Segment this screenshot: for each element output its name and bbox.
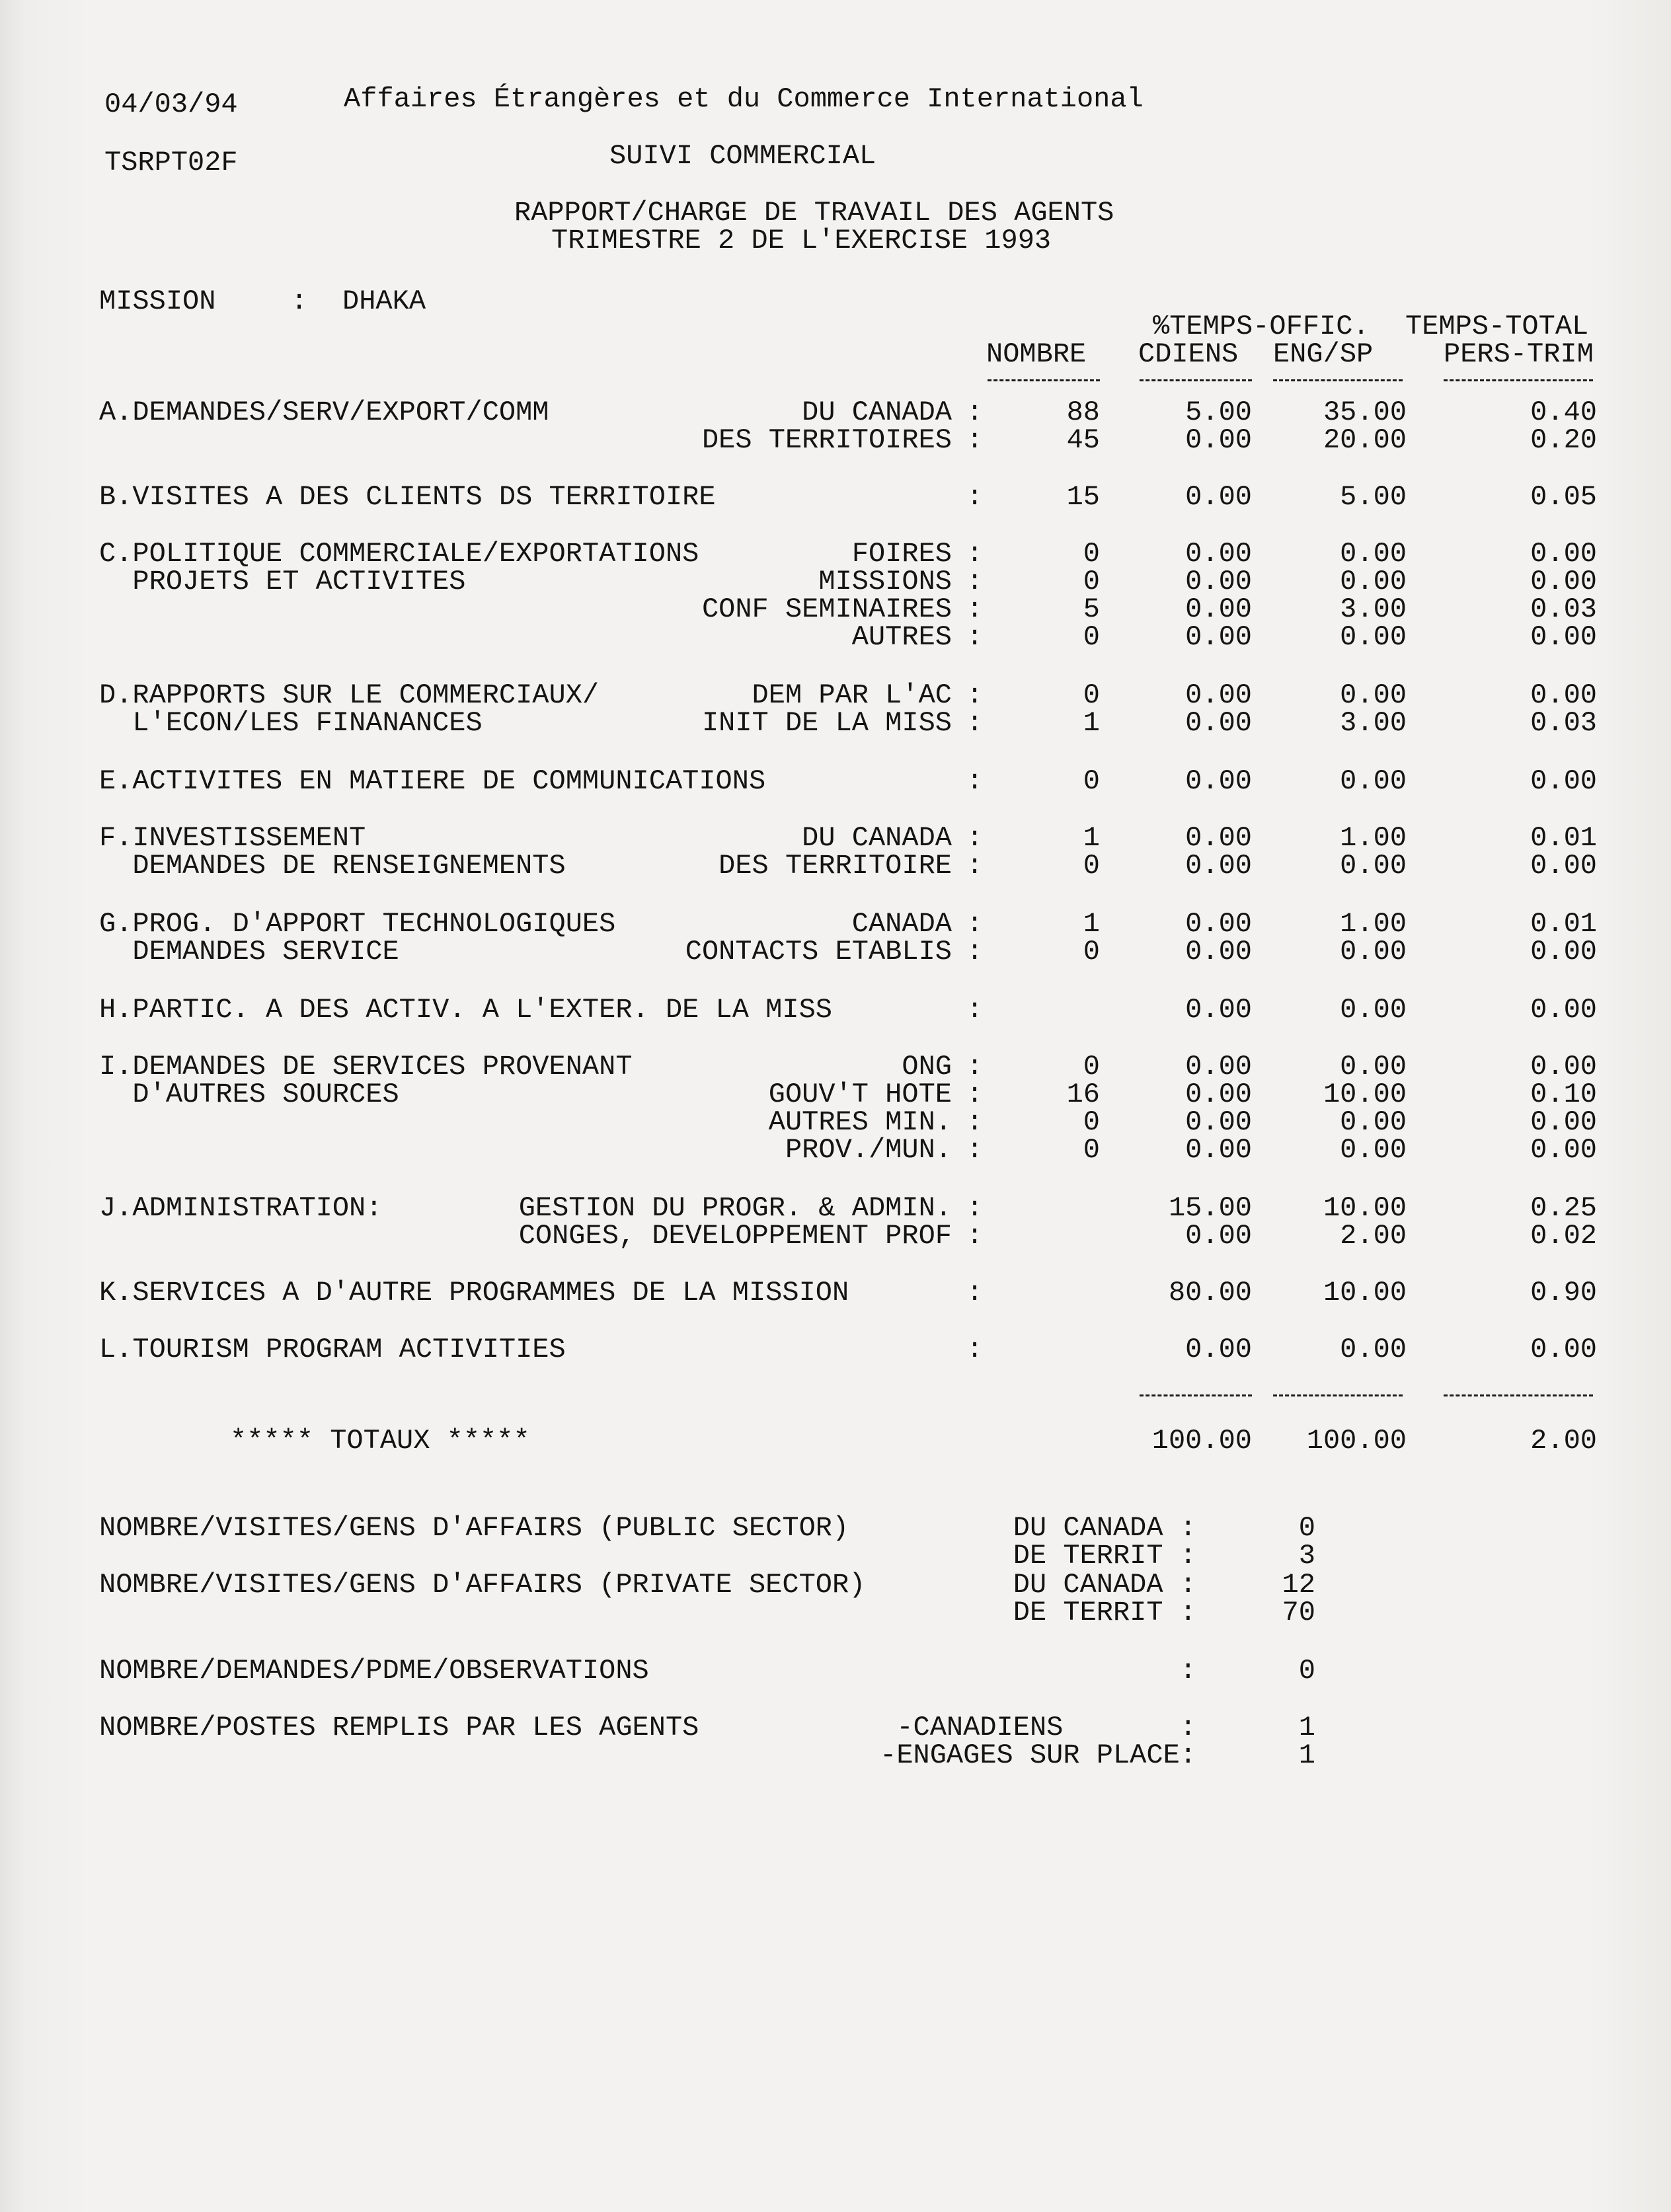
row-colon: : — [966, 621, 984, 653]
row-pers-trim: 0.00 — [1530, 679, 1597, 711]
summary-value: 0 — [1298, 1512, 1315, 1544]
row-subcategory: FOIRES — [851, 538, 952, 570]
row-cdiens: 0.00 — [1185, 566, 1252, 597]
report-id: TSRPT02F — [104, 147, 238, 178]
row-cdiens: 0.00 — [1185, 593, 1252, 625]
row-category: B.VISITES A DES CLIENTS DS TERRITOIRE — [99, 481, 716, 513]
row-cdiens: 0.00 — [1185, 707, 1252, 739]
column-total-header: TEMPS-TOTAL — [1405, 311, 1589, 342]
column-header-cdiens: CDIENS — [1138, 338, 1239, 370]
row-cdiens: 0.00 — [1185, 481, 1252, 513]
row-pers-trim: 0.03 — [1530, 593, 1597, 625]
row-pers-trim: 0.05 — [1530, 481, 1597, 513]
row-colon: : — [966, 1334, 984, 1365]
row-pers-trim: 0.03 — [1530, 707, 1597, 739]
row-colon: : — [966, 1277, 984, 1309]
row-cdiens: 0.00 — [1185, 538, 1252, 570]
row-subcategory: AUTRES — [851, 621, 952, 653]
summary-value: 70 — [1282, 1597, 1315, 1628]
summary-label: NOMBRE/POSTES REMPLIS PAR LES AGENTS — [99, 1712, 699, 1743]
row-subcategory: INIT DE LA MISS — [701, 707, 952, 739]
row-colon: : — [966, 397, 984, 428]
row-engsp: 10.00 — [1323, 1277, 1407, 1309]
row-cdiens: 0.00 — [1185, 621, 1252, 653]
totals-rule — [1140, 1394, 1252, 1396]
row-engsp: 0.00 — [1340, 679, 1407, 711]
row-pers-trim: 0.00 — [1530, 936, 1597, 968]
row-category: D.RAPPORTS SUR LE COMMERCIAUX/ — [99, 679, 600, 711]
row-engsp: 0.00 — [1340, 621, 1407, 653]
row-pers-trim: 0.25 — [1530, 1192, 1597, 1224]
row-colon: : — [966, 1220, 984, 1252]
summary-sublabel: : — [1179, 1655, 1196, 1687]
totals-pers-trim: 2.00 — [1530, 1425, 1597, 1457]
column-header-nombre: NOMBRE — [986, 338, 1087, 370]
row-engsp: 0.00 — [1340, 538, 1407, 570]
row-subcategory: DEM PAR L'AC — [752, 679, 952, 711]
row-subcategory: CONF SEMINAIRES — [701, 593, 952, 625]
row-pers-trim: 0.00 — [1530, 621, 1597, 653]
row-colon: : — [966, 538, 984, 570]
summary-sublabel: DE TERRIT : — [1013, 1540, 1196, 1572]
row-pers-trim: 0.10 — [1530, 1079, 1597, 1110]
mission-sep: : — [291, 286, 308, 317]
row-cdiens: 0.00 — [1185, 850, 1252, 882]
row-nombre: 0 — [1083, 566, 1100, 597]
header-rule — [1140, 379, 1252, 381]
row-category: F.INVESTISSEMENT — [99, 822, 366, 854]
row-subcategory: ONG — [902, 1051, 952, 1083]
row-cdiens: 0.00 — [1185, 908, 1252, 940]
report-title: RAPPORT/CHARGE DE TRAVAIL DES AGENTS — [514, 197, 1114, 229]
row-colon: : — [966, 707, 984, 739]
row-colon: : — [966, 994, 984, 1026]
row-colon: : — [966, 765, 984, 797]
row-engsp: 35.00 — [1323, 397, 1407, 428]
row-colon: : — [966, 1134, 984, 1166]
row-category: J.ADMINISTRATION: — [99, 1192, 383, 1224]
row-subcategory: PROV./MUN. — [785, 1134, 952, 1166]
row-engsp: 0.00 — [1340, 1334, 1407, 1365]
column-header-pers-trim: PERS-TRIM — [1444, 338, 1594, 370]
row-cdiens: 15.00 — [1168, 1192, 1252, 1224]
row-colon: : — [966, 1079, 984, 1110]
row-cdiens: 0.00 — [1185, 1051, 1252, 1083]
header-rule — [1444, 379, 1593, 381]
row-engsp: 10.00 — [1323, 1079, 1407, 1110]
row-subcategory: AUTRES MIN. — [768, 1106, 952, 1138]
row-engsp: 0.00 — [1340, 936, 1407, 968]
row-nombre: 45 — [1066, 424, 1100, 456]
row-nombre: 1 — [1083, 908, 1100, 940]
row-cdiens: 0.00 — [1185, 1106, 1252, 1138]
row-colon: : — [966, 593, 984, 625]
column-header-engsp: ENG/SP — [1273, 338, 1374, 370]
column-group-header: %TEMPS-OFFIC. — [1153, 311, 1370, 342]
row-colon: : — [966, 908, 984, 940]
row-subcategory: CONTACTS ETABLIS — [685, 936, 952, 968]
row-cdiens: 0.00 — [1185, 424, 1252, 456]
row-nombre: 15 — [1066, 481, 1100, 513]
summary-sublabel: DU CANADA : — [1013, 1569, 1196, 1601]
row-subcategory: MISSIONS — [818, 566, 952, 597]
row-pers-trim: 0.00 — [1530, 1134, 1597, 1166]
row-engsp: 2.00 — [1340, 1220, 1407, 1252]
row-nombre: 0 — [1083, 621, 1100, 653]
row-colon: : — [966, 1192, 984, 1224]
row-subcategory: DES TERRITOIRE — [719, 850, 952, 882]
row-pers-trim: 0.00 — [1530, 538, 1597, 570]
row-category: E.ACTIVITES EN MATIERE DE COMMUNICATIONS — [99, 765, 766, 797]
row-category: PROJETS ET ACTIVITES — [99, 566, 466, 597]
summary-sublabel: DU CANADA : — [1013, 1512, 1196, 1544]
row-pers-trim: 0.00 — [1530, 1051, 1597, 1083]
row-engsp: 3.00 — [1340, 593, 1407, 625]
report-subtitle: TRIMESTRE 2 DE L'EXERCISE 1993 — [551, 225, 1052, 256]
header-rule — [988, 379, 1100, 381]
row-subcategory: DU CANADA — [802, 822, 952, 854]
totals-rule — [1444, 1394, 1593, 1396]
row-engsp: 20.00 — [1323, 424, 1407, 456]
system-name: SUIVI COMMERCIAL — [609, 140, 876, 172]
row-engsp: 5.00 — [1340, 481, 1407, 513]
row-colon: : — [966, 481, 984, 513]
row-colon: : — [966, 679, 984, 711]
summary-sublabel: -ENGAGES SUR PLACE: — [880, 1739, 1196, 1771]
mission-name: DHAKA — [342, 286, 426, 317]
row-nombre: 1 — [1083, 707, 1100, 739]
row-engsp: 0.00 — [1340, 1106, 1407, 1138]
row-nombre: 0 — [1083, 850, 1100, 882]
row-colon: : — [966, 566, 984, 597]
row-category: I.DEMANDES DE SERVICES PROVENANT — [99, 1051, 633, 1083]
department-name: Affaires Étrangères et du Commerce International — [344, 83, 1144, 115]
row-category: L.TOURISM PROGRAM ACTIVITIES — [99, 1334, 566, 1365]
row-pers-trim: 0.00 — [1530, 765, 1597, 797]
summary-label: NOMBRE/VISITES/GENS D'AFFAIRS (PRIVATE SECTOR) — [99, 1569, 866, 1601]
row-pers-trim: 0.00 — [1530, 850, 1597, 882]
summary-label: NOMBRE/DEMANDES/PDME/OBSERVATIONS — [99, 1655, 649, 1687]
row-engsp: 0.00 — [1340, 1134, 1407, 1166]
summary-value: 12 — [1282, 1569, 1315, 1601]
row-pers-trim: 0.00 — [1530, 994, 1597, 1026]
row-pers-trim: 0.01 — [1530, 822, 1597, 854]
row-cdiens: 0.00 — [1185, 1220, 1252, 1252]
row-nombre: 1 — [1083, 822, 1100, 854]
row-cdiens: 0.00 — [1185, 936, 1252, 968]
row-colon: : — [966, 1106, 984, 1138]
row-nombre: 16 — [1066, 1079, 1100, 1110]
row-pers-trim: 0.40 — [1530, 397, 1597, 428]
row-subcategory: CONGES, DEVELOPPEMENT PROF — [518, 1220, 952, 1252]
row-engsp: 3.00 — [1340, 707, 1407, 739]
summary-value: 0 — [1298, 1655, 1315, 1687]
row-colon: : — [966, 850, 984, 882]
row-nombre: 0 — [1083, 679, 1100, 711]
row-category: D'AUTRES SOURCES — [99, 1079, 399, 1110]
row-category: DEMANDES SERVICE — [99, 936, 399, 968]
row-pers-trim: 0.00 — [1530, 566, 1597, 597]
report-date: 04/03/94 — [104, 89, 238, 120]
row-nombre: 0 — [1083, 1051, 1100, 1083]
row-subcategory: GESTION DU PROGR. & ADMIN. — [518, 1192, 952, 1224]
row-cdiens: 0.00 — [1185, 1079, 1252, 1110]
row-pers-trim: 0.90 — [1530, 1277, 1597, 1309]
row-pers-trim: 0.00 — [1530, 1106, 1597, 1138]
row-nombre: 0 — [1083, 765, 1100, 797]
row-subcategory: GOUV'T HOTE — [768, 1079, 952, 1110]
row-colon: : — [966, 936, 984, 968]
row-nombre: 5 — [1083, 593, 1100, 625]
row-cdiens: 0.00 — [1185, 765, 1252, 797]
row-category: C.POLITIQUE COMMERCIALE/EXPORTATIONS — [99, 538, 699, 570]
row-cdiens: 0.00 — [1185, 679, 1252, 711]
row-subcategory: DES TERRITOIRES — [701, 424, 952, 456]
row-pers-trim: 0.01 — [1530, 908, 1597, 940]
row-category: K.SERVICES A D'AUTRE PROGRAMMES DE LA MISSION — [99, 1277, 849, 1309]
row-engsp: 0.00 — [1340, 994, 1407, 1026]
row-category: G.PROG. D'APPORT TECHNOLOGIQUES — [99, 908, 616, 940]
row-pers-trim: 0.02 — [1530, 1220, 1597, 1252]
summary-sublabel: DE TERRIT : — [1013, 1597, 1196, 1628]
row-nombre: 88 — [1066, 397, 1100, 428]
summary-value: 3 — [1298, 1540, 1315, 1572]
row-cdiens: 0.00 — [1185, 994, 1252, 1026]
row-engsp: 0.00 — [1340, 765, 1407, 797]
row-subcategory: CANADA — [851, 908, 952, 940]
totals-cdiens: 100.00 — [1151, 1425, 1252, 1457]
row-engsp: 0.00 — [1340, 566, 1407, 597]
row-nombre: 0 — [1083, 1134, 1100, 1166]
row-colon: : — [966, 822, 984, 854]
row-nombre: 0 — [1083, 538, 1100, 570]
summary-label: NOMBRE/VISITES/GENS D'AFFAIRS (PUBLIC SECTOR) — [99, 1512, 849, 1544]
totals-engsp: 100.00 — [1306, 1425, 1407, 1457]
row-engsp: 10.00 — [1323, 1192, 1407, 1224]
row-pers-trim: 0.20 — [1530, 424, 1597, 456]
row-engsp: 0.00 — [1340, 1051, 1407, 1083]
row-category: H.PARTIC. A DES ACTIV. A L'EXTER. DE LA MISS — [99, 994, 832, 1026]
row-cdiens: 0.00 — [1185, 1134, 1252, 1166]
summary-sublabel: -CANADIENS : — [896, 1712, 1196, 1743]
mission-label: MISSION — [99, 286, 216, 317]
row-cdiens: 0.00 — [1185, 1334, 1252, 1365]
row-category: L'ECON/LES FINANANCES — [99, 707, 483, 739]
row-pers-trim: 0.00 — [1530, 1334, 1597, 1365]
row-category: A.DEMANDES/SERV/EXPORT/COMM — [99, 397, 549, 428]
row-category: DEMANDES DE RENSEIGNEMENTS — [99, 850, 566, 882]
row-subcategory: DU CANADA — [802, 397, 952, 428]
summary-value: 1 — [1298, 1712, 1315, 1743]
row-engsp: 0.00 — [1340, 850, 1407, 882]
row-cdiens: 5.00 — [1185, 397, 1252, 428]
row-colon: : — [966, 1051, 984, 1083]
summary-value: 1 — [1298, 1739, 1315, 1771]
row-nombre: 0 — [1083, 1106, 1100, 1138]
totals-rule — [1273, 1394, 1403, 1396]
row-engsp: 1.00 — [1340, 908, 1407, 940]
row-nombre: 0 — [1083, 936, 1100, 968]
header-rule — [1273, 379, 1403, 381]
totals-label: ***** TOTAUX ***** — [230, 1425, 530, 1457]
row-cdiens: 80.00 — [1168, 1277, 1252, 1309]
row-colon: : — [966, 424, 984, 456]
row-cdiens: 0.00 — [1185, 822, 1252, 854]
row-engsp: 1.00 — [1340, 822, 1407, 854]
